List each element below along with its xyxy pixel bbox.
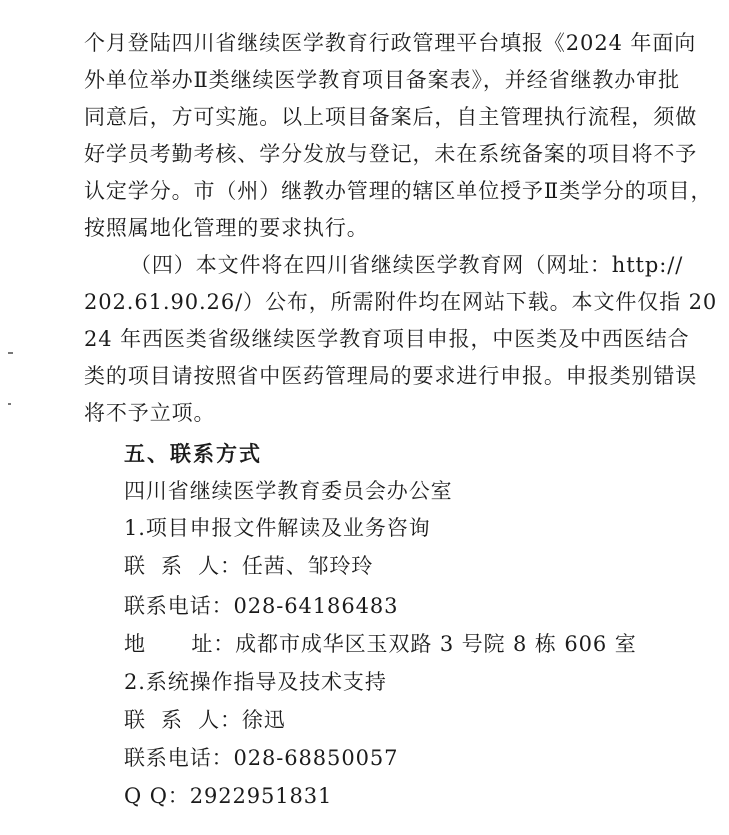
paragraph-line: （四）本文件将在四川省继续医学教育网（网址：http:// — [130, 253, 684, 277]
paragraph-line: 好学员考勤考核、学分发放与登记，未在系统备案的项目将不予 — [84, 142, 698, 166]
contact-phone: 联系电话：028-68850057 — [124, 746, 399, 770]
paragraph-line: 24 年西医类省级继续医学教育项目申报，中医类及中西医结合 — [84, 327, 690, 351]
paragraph-line: 同意后，方可实施。以上项目备案后，自主管理执行流程，须做 — [84, 105, 698, 129]
contact-person: 联 系 人：徐迅 — [124, 708, 286, 732]
paragraph-line: 个月登陆四川省继续医学教育行政管理平台填报《2024 年面向 — [84, 31, 697, 55]
section-heading: 五、联系方式 — [124, 441, 262, 466]
paragraph-line: 类的项目请按照省中医药管理局的要求进行申报。申报类别错误 — [84, 364, 698, 388]
contact-qq: Q Q：2922951831 — [124, 784, 333, 808]
contact-section-title: 2.系统操作指导及技术支持 — [124, 670, 387, 694]
paragraph-line: 将不予立项。 — [84, 401, 216, 425]
contact-person: 联 系 人：任茜、邹玲玲 — [124, 554, 374, 578]
paragraph-line: 外单位举办Ⅱ类继续医学教育项目备案表》，并经省继教办审批 — [84, 68, 680, 92]
paragraph-line: 按照属地化管理的要求执行。 — [84, 216, 369, 240]
contact-address: 地 址：成都市成华区玉双路 3 号院 8 栋 606 室 — [124, 632, 637, 656]
contact-section-title: 1.项目申报文件解读及业务咨询 — [124, 516, 431, 540]
contact-phone: 联系电话：028-64186483 — [124, 594, 399, 618]
margin-mark — [8, 352, 13, 354]
office-name: 四川省继续医学教育委员会办公室 — [124, 479, 453, 503]
paragraph-line: 202.61.90.26/）公布，所需附件均在网站下载。本文件仅指 20 — [84, 290, 718, 314]
paragraph-line: 认定学分。市（州）继教办管理的辖区单位授予Ⅱ类学分的项目， — [84, 179, 713, 203]
margin-mark — [8, 403, 11, 405]
